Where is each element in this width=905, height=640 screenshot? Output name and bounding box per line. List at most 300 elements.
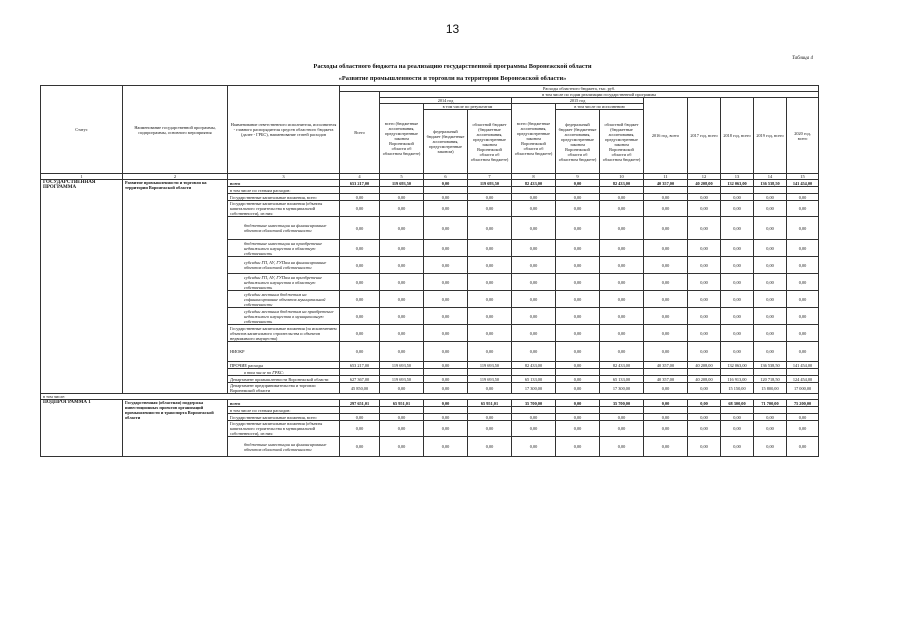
row-expense-label: в том числе по статьям расходов: (228, 187, 340, 194)
row-value: 0,00 (424, 274, 468, 291)
row-value: 0,00 (688, 325, 721, 342)
row-value: 0,00 (688, 421, 721, 437)
row-value: 68 300,00 (721, 400, 754, 407)
row-value: 15 150,00 (721, 383, 754, 394)
row-value: 0,00 (644, 400, 688, 407)
row-value: 0,00 (424, 240, 468, 257)
row-value (688, 369, 721, 376)
row-value (380, 187, 424, 194)
row-value (600, 187, 644, 194)
table-title: Расходы областного бюджета на реализацию государственной программы Воронежской области (313, 63, 592, 70)
row-value: 0,00 (512, 217, 556, 240)
row-value: 0,00 (644, 201, 688, 217)
row-value: 0,00 (688, 400, 721, 407)
row-value: 0,00 (688, 257, 721, 274)
row-expense-label: в том числе по ГРБС: (228, 369, 340, 376)
row-value: 0,00 (380, 257, 424, 274)
row-value: 0,00 (644, 383, 688, 394)
row-value: 0,00 (600, 421, 644, 437)
row-value: 0,00 (380, 383, 424, 394)
row-value: 132 063,00 (721, 362, 754, 369)
row-value: 0,00 (754, 414, 787, 421)
row-value: 0,00 (340, 421, 380, 437)
row-value: 0,00 (512, 342, 556, 362)
row-value: 0,00 (721, 414, 754, 421)
row-value: 0,00 (556, 308, 600, 325)
row-value (754, 407, 787, 414)
col-number: 8 (512, 174, 556, 180)
hdr-c7: областной бюджет (бюджетные ассигнования, предусмотренные законом Воронежской области об областном бюджете) (468, 110, 512, 174)
row-status: ПОДПРОГРАММА 1 (41, 400, 123, 457)
budget-table (40, 85, 819, 457)
row-value: 0,00 (424, 291, 468, 308)
row-value: 0,00 (688, 194, 721, 201)
row-value: 0,00 (380, 201, 424, 217)
row-value: 0,00 (688, 342, 721, 362)
row-value: 0,00 (340, 325, 380, 342)
row-value: 0,00 (644, 291, 688, 308)
col-number: 9 (556, 174, 600, 180)
row-value: 0,00 (380, 291, 424, 308)
row-value: 0,00 (600, 342, 644, 362)
hdr-by-years: в том числе по годам реализации государственной программы (380, 92, 819, 98)
row-value: 40 357,00 (644, 362, 688, 369)
row-value: 119 693,50 (468, 376, 512, 383)
row-value: 0,00 (340, 217, 380, 240)
row-value: 0,00 (787, 217, 819, 240)
row-value: 0,00 (468, 217, 512, 240)
row-value: 0,00 (556, 421, 600, 437)
row-value: 65 951,01 (468, 400, 512, 407)
hdr-budget: Расходы областного бюджета, тыс. руб. (340, 86, 819, 92)
row-value: 0,00 (512, 274, 556, 291)
row-value: 0,00 (424, 376, 468, 383)
row-value: 0,00 (380, 421, 424, 437)
row-value: 297 651,01 (340, 400, 380, 407)
row-value: 0,00 (787, 291, 819, 308)
row-value: 40 208,00 (688, 362, 721, 369)
row-value: 0,00 (468, 201, 512, 217)
hdr-c13: 2018 год, всего (721, 98, 754, 174)
col-number: 2 (123, 174, 228, 180)
row-value: 0,00 (754, 421, 787, 437)
row-value: 0,00 (754, 217, 787, 240)
hdr-c5: всего (бюджетные ассигнования, предусмотренные законом Воронежской области об областном бюджете) (380, 104, 424, 174)
row-value: 0,00 (380, 325, 424, 342)
row-value: 653 217,00 (340, 180, 380, 187)
row-value: 119 693,50 (380, 362, 424, 369)
row-value: 0,00 (556, 194, 600, 201)
row-value: 0,00 (787, 274, 819, 291)
row-value: 0,00 (380, 217, 424, 240)
row-value (721, 187, 754, 194)
row-value: 0,00 (556, 274, 600, 291)
row-value: 0,00 (600, 325, 644, 342)
row-value: 0,00 (556, 257, 600, 274)
row-value (754, 187, 787, 194)
row-value: 0,00 (380, 308, 424, 325)
row-value: 0,00 (424, 180, 468, 187)
row-expense-label: Государственные капитальные вложения (объекты капитального строительства в муниципальной собственности), из них: (228, 421, 340, 437)
row-value: 627 367,00 (340, 376, 380, 383)
row-value: 0,00 (424, 383, 468, 394)
row-value: 82 433,00 (512, 362, 556, 369)
row-value: 0,00 (721, 437, 754, 457)
row-value: 40 357,00 (644, 180, 688, 187)
row-value: 40 208,00 (688, 376, 721, 383)
row-value: 82 433,00 (600, 180, 644, 187)
row-value: 0,00 (688, 383, 721, 394)
row-value: 0,00 (424, 421, 468, 437)
page-number: 13 (445, 22, 460, 36)
row-value: 0,00 (380, 437, 424, 457)
row-expense-label: бюджетные инвестиции на финансирование объектов областной собственности (228, 437, 340, 457)
hdr-c6: федеральный бюджет (бюджетные ассигнования, предусмотренные законом) (424, 110, 468, 174)
row-value: 141 454,00 (787, 362, 819, 369)
row-value: 0,00 (468, 194, 512, 201)
row-expense-label: Департамент промышленности Воронежской области (228, 376, 340, 383)
row-value: 0,00 (754, 325, 787, 342)
row-value: 0,00 (556, 383, 600, 394)
row-value: 0,00 (644, 194, 688, 201)
row-value: 0,00 (787, 308, 819, 325)
row-value (556, 407, 600, 414)
row-value: 0,00 (468, 383, 512, 394)
row-value: 0,00 (721, 291, 754, 308)
row-value: 35 700,00 (600, 400, 644, 407)
row-value: 0,00 (787, 257, 819, 274)
row-value: 0,00 (721, 257, 754, 274)
row-value: 0,00 (787, 437, 819, 457)
row-value: 0,00 (424, 325, 468, 342)
row-value (380, 407, 424, 414)
row-expense-label: всего (228, 400, 340, 407)
row-value (787, 407, 819, 414)
row-value: 0,00 (512, 421, 556, 437)
row-value: 0,00 (556, 362, 600, 369)
row-value (644, 407, 688, 414)
hdr-c14: 2019 год, всего (754, 98, 787, 174)
row-value: 0,00 (644, 342, 688, 362)
hdr-c15: 2020 год, всего (787, 98, 819, 174)
row-value: 0,00 (787, 194, 819, 201)
row-value: 0,00 (600, 201, 644, 217)
row-value: 0,00 (688, 274, 721, 291)
row-value: 0,00 (340, 437, 380, 457)
col-number: 1 (41, 174, 123, 180)
row-value: 124 454,00 (787, 376, 819, 383)
row-expense-label: ПРОЧИЕ расходы (228, 362, 340, 369)
row-value: 0,00 (787, 201, 819, 217)
row-value (721, 407, 754, 414)
row-value: 0,00 (754, 240, 787, 257)
row-value: 0,00 (600, 291, 644, 308)
row-value (556, 187, 600, 194)
row-value: 0,00 (600, 414, 644, 421)
row-value: 0,00 (600, 308, 644, 325)
row-value: 0,00 (600, 274, 644, 291)
row-value (468, 369, 512, 376)
budget-table-wrap (40, 85, 818, 457)
row-value: 0,00 (556, 291, 600, 308)
row-value: 0,00 (600, 194, 644, 201)
row-value: 0,00 (468, 274, 512, 291)
row-value: 0,00 (340, 257, 380, 274)
row-value (721, 369, 754, 376)
row-value: 0,00 (380, 414, 424, 421)
row-value: 0,00 (424, 362, 468, 369)
row-value (468, 187, 512, 194)
row-value: 0,00 (600, 240, 644, 257)
hdr-responsible: Наименование ответственного исполнителя, исполнителя - главного распорядителя средств областного бюджета (далее - ГРБС), наименование статей расходов (228, 86, 340, 174)
row-value: 0,00 (424, 437, 468, 457)
row-value (340, 187, 380, 194)
row-value: 0,00 (754, 274, 787, 291)
row-value: 40 357,00 (644, 376, 688, 383)
hdr-c8: всего (бюджетные ассигнования, предусмотренные законом Воронежской области об областном бюджете) (512, 104, 556, 174)
row-value: 0,00 (340, 201, 380, 217)
row-value (512, 369, 556, 376)
row-value: 0,00 (688, 291, 721, 308)
row-value: 0,00 (424, 257, 468, 274)
row-value: 0,00 (424, 414, 468, 421)
row-value: 0,00 (688, 308, 721, 325)
hdr-incl-forecast: в том числе по исполнению (556, 104, 644, 110)
col-number: 10 (600, 174, 644, 180)
row-value: 0,00 (556, 342, 600, 362)
row-value: 0,00 (556, 400, 600, 407)
row-value: 0,00 (787, 414, 819, 421)
hdr-c10: областной бюджет (бюджетные ассигнования, предусмотренные законом Воронежской области об областном бюджете) (600, 110, 644, 174)
row-value: 0,00 (512, 240, 556, 257)
row-value: 132 063,00 (721, 180, 754, 187)
row-value: 116 913,00 (721, 376, 754, 383)
row-value: 0,00 (424, 194, 468, 201)
row-value: 0,00 (380, 240, 424, 257)
row-value: 0,00 (721, 194, 754, 201)
row-value: 0,00 (688, 217, 721, 240)
row-value: 0,00 (556, 180, 600, 187)
row-value: 0,00 (688, 437, 721, 457)
row-value: 0,00 (340, 414, 380, 421)
row-value: 0,00 (512, 437, 556, 457)
col-number: 13 (721, 174, 754, 180)
row-value: 0,00 (644, 325, 688, 342)
table-body (41, 180, 819, 457)
divider-label: в том числе: (41, 394, 819, 400)
row-value: 0,00 (556, 376, 600, 383)
row-value: 45 850,00 (340, 383, 380, 394)
row-value: 0,00 (424, 400, 468, 407)
row-value: 0,00 (468, 325, 512, 342)
row-value (787, 369, 819, 376)
row-expense-label: бюджетные инвестиции на финансирование объектов областной собственности (228, 217, 340, 240)
row-value: 17 300,00 (512, 383, 556, 394)
table-label: Таблица 4 (792, 56, 813, 61)
row-value: 0,00 (721, 308, 754, 325)
row-value: 119 693,50 (380, 180, 424, 187)
row-value: 17 300,00 (600, 383, 644, 394)
row-value: 0,00 (424, 308, 468, 325)
row-value: 119 693,50 (468, 180, 512, 187)
row-program-name: Государственная (областная) поддержка инвестиционных проектов организаций промышленности и транспорта Воронежской области (123, 400, 228, 457)
row-value: 65 133,00 (600, 376, 644, 383)
row-value: 0,00 (424, 217, 468, 240)
row-value (512, 187, 556, 194)
row-expense-label: Государственные капитальные вложения (объекты капитального строительства в муниципальной собственности), из них: (228, 201, 340, 217)
row-value: 120 718,50 (754, 376, 787, 383)
row-value: 141 454,00 (787, 180, 819, 187)
row-value (644, 187, 688, 194)
row-value (600, 369, 644, 376)
row-value: 0,00 (512, 201, 556, 217)
row-value: 0,00 (644, 274, 688, 291)
col-number: 14 (754, 174, 787, 180)
row-program-name: Развитие промышленности и торговли на территории Воронежской области (123, 180, 228, 394)
row-value (468, 407, 512, 414)
row-value: 0,00 (556, 240, 600, 257)
row-expense-label: Департамент предпринимательства и торговли Воронежской области (228, 383, 340, 394)
row-value: 35 700,00 (512, 400, 556, 407)
row-value: 0,00 (600, 217, 644, 240)
row-value: 0,00 (644, 217, 688, 240)
row-expense-label: субсидии местным бюджетам на приобретение недвижимого имущества в муниципальную собственность (228, 308, 340, 325)
row-value (787, 187, 819, 194)
row-value: 0,00 (754, 194, 787, 201)
row-value: 0,00 (721, 325, 754, 342)
row-value: 0,00 (721, 217, 754, 240)
row-value: 0,00 (424, 201, 468, 217)
row-value: 0,00 (468, 291, 512, 308)
row-value (556, 369, 600, 376)
row-value (688, 187, 721, 194)
hdr-status: Статус (41, 86, 123, 174)
row-value: 40 208,00 (688, 180, 721, 187)
row-value: 15 800,00 (754, 383, 787, 394)
col-number: 6 (424, 174, 468, 180)
row-value: 653 217,00 (340, 362, 380, 369)
row-value (424, 187, 468, 194)
row-value (340, 407, 380, 414)
row-value: 0,00 (688, 240, 721, 257)
row-value: 0,00 (468, 342, 512, 362)
row-value: 0,00 (340, 342, 380, 362)
row-value: 0,00 (468, 421, 512, 437)
row-value: 0,00 (721, 274, 754, 291)
row-expense-label: субсидии местным бюджетам на софинансирование объектов муниципальной собственности (228, 291, 340, 308)
row-value: 0,00 (512, 257, 556, 274)
row-value: 0,00 (340, 308, 380, 325)
row-value: 0,00 (754, 308, 787, 325)
row-value: 0,00 (512, 414, 556, 421)
row-value (424, 369, 468, 376)
row-value: 65 951,01 (380, 400, 424, 407)
row-value: 0,00 (787, 342, 819, 362)
row-value: 0,00 (556, 437, 600, 457)
row-value: 0,00 (340, 274, 380, 291)
row-expense-label: всего (228, 180, 340, 187)
row-value: 0,00 (424, 342, 468, 362)
row-value: 0,00 (468, 257, 512, 274)
hdr-c9: федеральный бюджет (бюджетные ассигнования, предусмотренные законом Воронежской области об областном бюджете) (556, 110, 600, 174)
row-expense-label: в том числе по статьям расходов: (228, 407, 340, 414)
row-value (380, 369, 424, 376)
row-value: 0,00 (721, 342, 754, 362)
row-value: 0,00 (754, 342, 787, 362)
program-title: «Развитие промышленности и торговли на территории Воронежской области» (338, 75, 567, 82)
row-value: 0,00 (556, 217, 600, 240)
row-value (754, 369, 787, 376)
col-number: 3 (228, 174, 340, 180)
row-value: 136 538,50 (754, 180, 787, 187)
row-value: 65 133,00 (512, 376, 556, 383)
row-value: 0,00 (556, 201, 600, 217)
row-value: 0,00 (787, 240, 819, 257)
hdr-total: Всего (340, 92, 380, 174)
row-value: 71 700,00 (754, 400, 787, 407)
hdr-2014: 2014 год (380, 98, 512, 104)
row-value: 0,00 (512, 308, 556, 325)
row-value: 0,00 (787, 325, 819, 342)
row-value (688, 407, 721, 414)
row-value: 0,00 (721, 201, 754, 217)
table-row (41, 180, 819, 187)
row-value: 82 433,00 (512, 180, 556, 187)
row-value: 0,00 (380, 194, 424, 201)
row-value: 0,00 (340, 194, 380, 201)
row-value: 0,00 (468, 240, 512, 257)
row-value (600, 407, 644, 414)
row-value: 0,00 (754, 291, 787, 308)
row-value (340, 369, 380, 376)
col-number: 11 (644, 174, 688, 180)
row-value: 0,00 (754, 201, 787, 217)
row-value: 0,00 (512, 325, 556, 342)
col-number: 15 (787, 174, 819, 180)
row-value: 0,00 (754, 437, 787, 457)
row-value: 0,00 (340, 291, 380, 308)
row-value: 0,00 (600, 437, 644, 457)
row-value: 0,00 (340, 240, 380, 257)
hdr-program-name: Наименование государственной программы, подпрограммы, основного мероприятия (123, 86, 228, 174)
col-number: 12 (688, 174, 721, 180)
row-value: 0,00 (468, 308, 512, 325)
row-value (512, 407, 556, 414)
row-value: 0,00 (600, 257, 644, 274)
row-value: 0,00 (468, 414, 512, 421)
row-value: 119 693,50 (468, 362, 512, 369)
row-expense-label: Государственные капитальные вложения, всего (228, 194, 340, 201)
row-value: 17 000,00 (787, 383, 819, 394)
row-value: 0,00 (380, 342, 424, 362)
row-value: 0,00 (556, 414, 600, 421)
row-value: 0,00 (644, 240, 688, 257)
hdr-incl-executed: в том числе по результатам (424, 104, 512, 110)
row-value: 0,00 (644, 421, 688, 437)
row-value: 0,00 (688, 414, 721, 421)
col-number: 5 (380, 174, 424, 180)
hdr-c11: 2016 год, всего (644, 98, 688, 174)
row-expense-label: субсидии ГП, АУ, ГУПам на приобретение недвижимого имущества в областную собственность (228, 274, 340, 291)
row-expense-label: субсидии ГП, АУ, ГУПам на финансирование объектов областной собственности (228, 257, 340, 274)
row-value: 0,00 (468, 437, 512, 457)
row-value: 75 200,00 (787, 400, 819, 407)
row-value: 0,00 (512, 291, 556, 308)
row-value: 0,00 (721, 421, 754, 437)
col-number: 4 (340, 174, 380, 180)
row-value: 0,00 (688, 201, 721, 217)
row-value: 0,00 (721, 240, 754, 257)
